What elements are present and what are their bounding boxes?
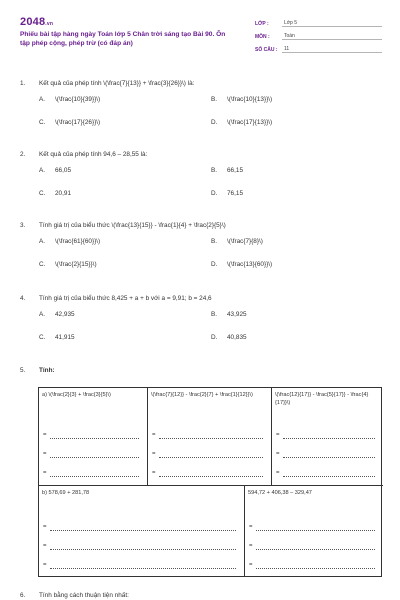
question-number: 5.	[20, 367, 26, 374]
expression: \(\frac{7}{12}} - \frac{2}{7} + \frac{1}{12}}\)	[151, 392, 253, 398]
answer-line[interactable]: =	[249, 512, 375, 531]
answer-lines	[43, 512, 236, 569]
option-c[interactable]: C. \(\frac{17}{26}}\)	[39, 119, 101, 126]
answer-lines	[43, 420, 139, 477]
table-cell	[39, 388, 148, 486]
answer-line[interactable]: =	[276, 458, 375, 477]
question-text: Kết quả của phép tính \(\frac{7}{13}} + \frac{3}{26}}\) là:	[39, 80, 195, 87]
question-text: Tính giá trị của biểu thức \(\frac{13}{15}} - \frac{1}{4} + \frac{2}{5}\)	[39, 222, 226, 229]
answer-line[interactable]: =	[152, 458, 263, 477]
meta-value: 11	[282, 46, 382, 53]
answer-line[interactable]: =	[43, 531, 236, 550]
option-b[interactable]: B. \(\frac{10}{13}}\)	[211, 96, 273, 103]
expression: \(\frac{12}{17}} - \frac{5}{17}} - \frac{4}{17}}\)	[275, 392, 369, 406]
page-title: Phiếu bài tập hàng ngày Toán lớp 5 Chân trời sáng tạo Bài 90. Ôn tập phép cộng, phép trừ (có đáp án)	[20, 31, 226, 47]
table-cell	[148, 388, 272, 486]
question-4	[20, 295, 382, 347]
question-number: 1.	[20, 80, 26, 87]
question-1	[20, 80, 382, 132]
option-c[interactable]: C. \(\frac{2}{15}}\)	[39, 261, 97, 268]
answer-line[interactable]: =	[276, 420, 375, 439]
question-number: 2.	[20, 151, 26, 158]
option-c[interactable]: C. 20,91	[39, 190, 71, 197]
calculation-table	[38, 387, 382, 577]
answer-line[interactable]: =	[249, 550, 375, 569]
question-number: 3.	[20, 222, 26, 229]
option-a[interactable]: A. \(\frac{61}{60}}\)	[39, 238, 101, 245]
meta-row-count	[255, 41, 382, 54]
meta-value: Toán	[282, 33, 382, 40]
option-a[interactable]: A. 42,935	[39, 311, 75, 318]
question-6	[20, 592, 129, 599]
logo-text: 2048	[20, 16, 46, 28]
expression: 594,72 + 406,38 – 329,47	[248, 490, 312, 496]
question-2	[20, 151, 382, 203]
option-c[interactable]: C. 41,915	[39, 334, 75, 341]
answer-line[interactable]: =	[43, 439, 139, 458]
option-d[interactable]: D. \(\frac{13}{60}}\)	[211, 261, 273, 268]
option-d[interactable]: D. \(\frac{17}{13}}\)	[211, 119, 273, 126]
table-cell	[272, 388, 383, 486]
options	[20, 311, 382, 347]
answer-line[interactable]: =	[43, 550, 236, 569]
option-b[interactable]: B. 66,15	[211, 167, 243, 174]
meta-label: LỚP :	[255, 21, 269, 27]
answer-line[interactable]: =	[43, 512, 236, 531]
option-d[interactable]: D. 40,835	[211, 334, 247, 341]
logo-suffix: .vn	[45, 21, 54, 27]
question-number: 4.	[20, 295, 26, 302]
meta-value: Lớp 5	[282, 20, 382, 27]
worksheet-header	[20, 12, 382, 58]
meta-row-class	[255, 15, 382, 28]
option-b[interactable]: B. 43,925	[211, 311, 247, 318]
question-number: 6.	[20, 592, 26, 599]
answer-lines	[152, 420, 263, 477]
question-text: Tính giá trị của biểu thức 8,425 + a + b với a = 9,91; b = 24,6	[39, 295, 212, 302]
option-a[interactable]: A. \(\frac{10}{39}}\)	[39, 96, 101, 103]
answer-line[interactable]: =	[152, 420, 263, 439]
question-5	[20, 367, 382, 375]
meta-box	[255, 15, 382, 54]
options	[20, 238, 382, 274]
question-text: Tính:	[39, 367, 55, 374]
answer-line[interactable]: =	[43, 420, 139, 439]
question-text: Tính bằng cách thuận tiện nhất:	[39, 592, 129, 599]
answer-lines	[249, 512, 375, 569]
meta-label: SỐ CÂU :	[255, 47, 278, 53]
answer-lines	[276, 420, 375, 477]
meta-row-subject	[255, 28, 382, 41]
answer-line[interactable]: =	[249, 531, 375, 550]
answer-line[interactable]: =	[43, 458, 139, 477]
expression: a) \(\frac{2}{3} + \frac{3}{5}\)	[42, 392, 111, 398]
answer-line[interactable]: =	[276, 439, 375, 458]
logo	[20, 16, 53, 28]
option-d[interactable]: D. 76,15	[211, 190, 243, 197]
option-b[interactable]: B. \(\frac{7}{8}\)	[211, 238, 263, 245]
options	[20, 167, 382, 203]
table-cell	[245, 486, 383, 577]
question-text: Kết quả của phép tính 94,6 – 28,55 là:	[39, 151, 148, 158]
question-3	[20, 222, 382, 274]
table-cell	[39, 486, 245, 577]
answer-line[interactable]: =	[152, 439, 263, 458]
option-a[interactable]: A. 66,05	[39, 167, 71, 174]
options	[20, 96, 382, 132]
expression: b) 578,69 + 281,78	[42, 490, 90, 496]
meta-label: MÔN :	[255, 34, 270, 40]
